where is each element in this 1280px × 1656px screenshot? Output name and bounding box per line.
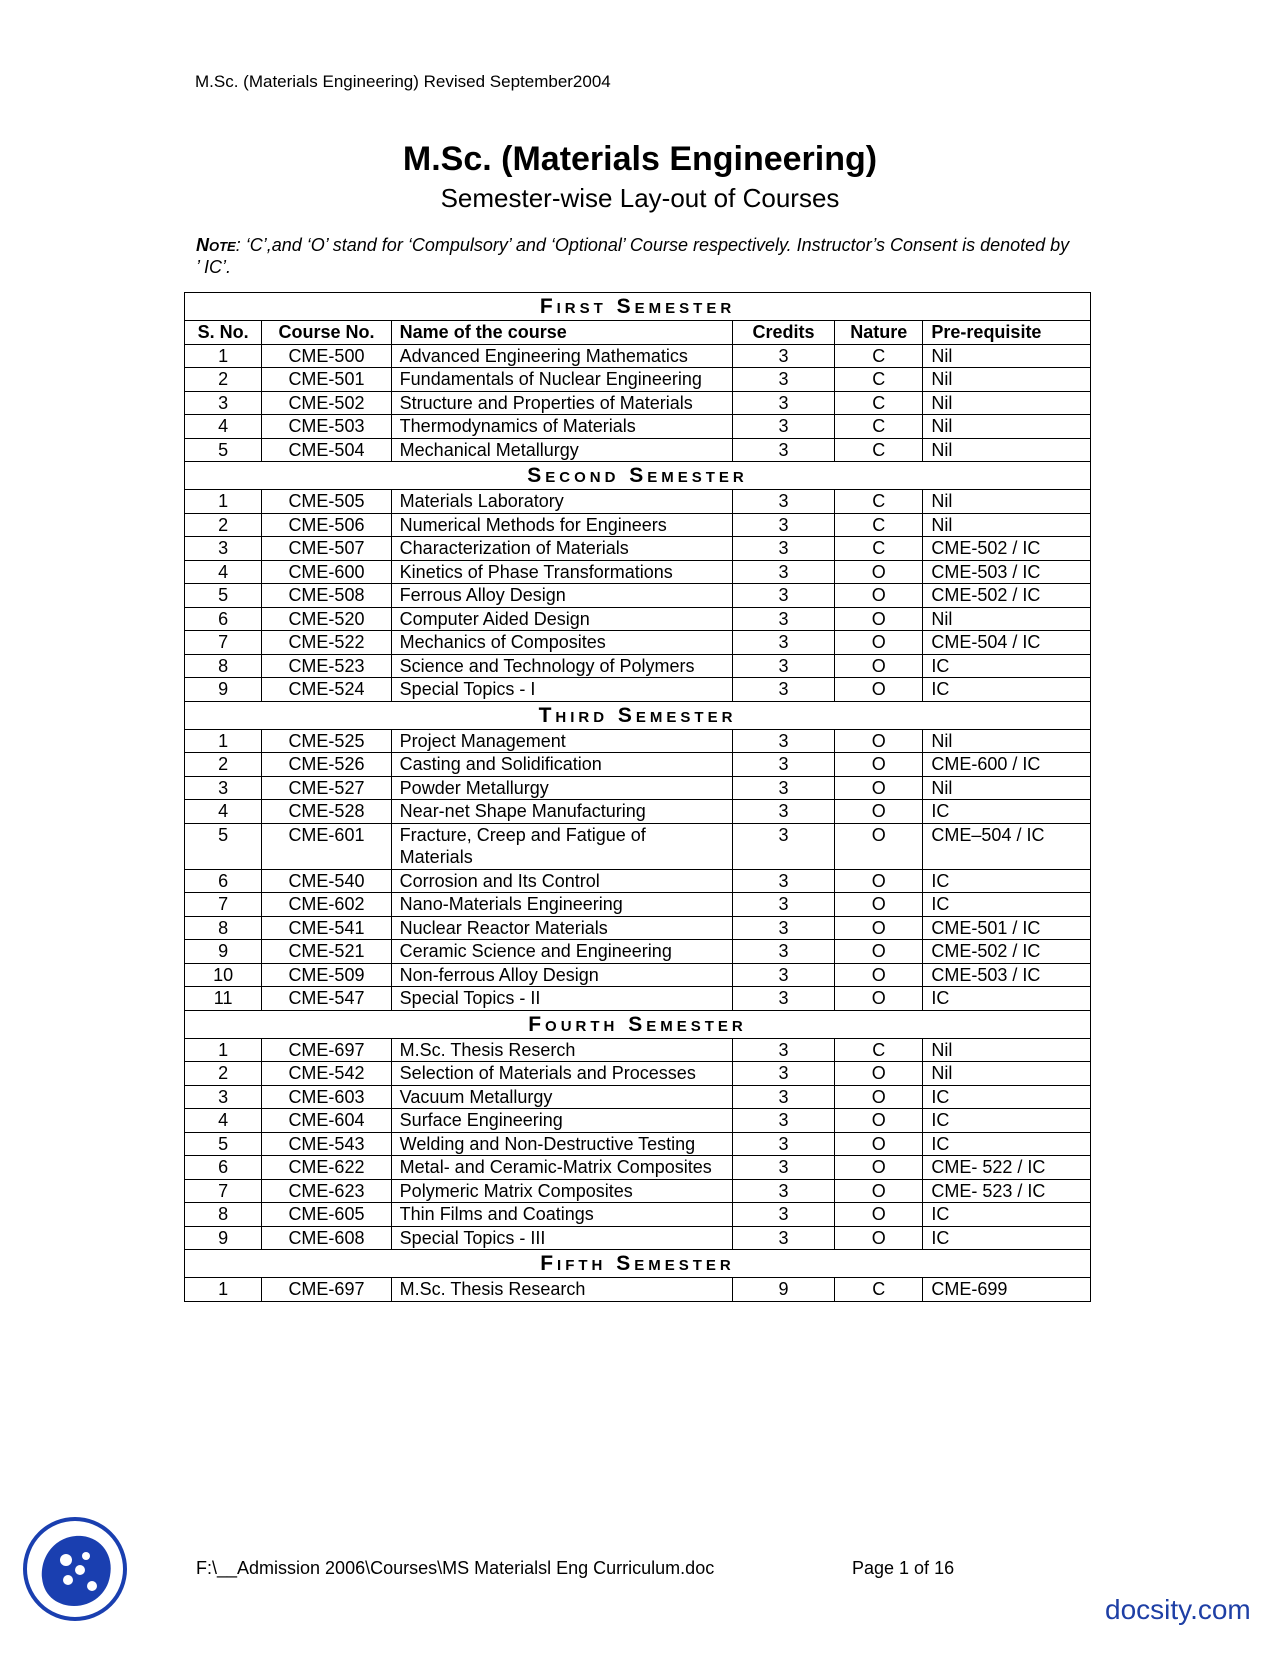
cell-course-no: CME-521 xyxy=(262,940,391,964)
cell-sno: 1 xyxy=(185,490,262,514)
cell-credits: 3 xyxy=(732,753,834,777)
semester-title: Fourth Semester xyxy=(185,1010,1091,1038)
table-row xyxy=(185,823,1091,869)
cell-sno: 11 xyxy=(185,987,262,1011)
cell-course-name: Polymeric Matrix Composites xyxy=(391,1179,732,1203)
cell-course-no: CME-603 xyxy=(262,1085,391,1109)
cell-nature: C xyxy=(835,513,923,537)
note-text: : ‘C’,and ‘O’ stand for ‘Compulsory’ and ‘Optional’ Course respectively. Instructor’s Consent is denoted by ’ IC’. xyxy=(196,235,1070,277)
cell-nature: O xyxy=(835,1132,923,1156)
cell-sno: 7 xyxy=(185,1179,262,1203)
cell-sno: 3 xyxy=(185,537,262,561)
semester-title: Second Semester xyxy=(185,462,1091,490)
cell-prerequisite: Nil xyxy=(923,729,1091,753)
cell-course-no: CME-523 xyxy=(262,654,391,678)
cell-prerequisite: Nil xyxy=(923,1062,1091,1086)
cell-prerequisite: Nil xyxy=(923,438,1091,462)
cell-sno: 2 xyxy=(185,368,262,392)
cell-prerequisite: Nil xyxy=(923,368,1091,392)
cell-credits: 3 xyxy=(732,893,834,917)
cell-course-name: Ferrous Alloy Design xyxy=(391,584,732,608)
column-header-prerequisite: Pre-requisite xyxy=(923,321,1091,345)
cell-credits: 3 xyxy=(732,513,834,537)
cell-nature: O xyxy=(835,631,923,655)
cell-nature: C xyxy=(835,1278,923,1302)
cell-sno: 4 xyxy=(185,800,262,824)
cell-course-no: CME-697 xyxy=(262,1278,391,1302)
cell-course-no: CME-604 xyxy=(262,1109,391,1133)
cell-prerequisite: CME-504 / IC xyxy=(923,631,1091,655)
cell-prerequisite: Nil xyxy=(923,1038,1091,1062)
cell-prerequisite: CME-699 xyxy=(923,1278,1091,1302)
table-row xyxy=(185,1132,1091,1156)
cell-prerequisite: Nil xyxy=(923,391,1091,415)
cell-nature: C xyxy=(835,368,923,392)
table-row xyxy=(185,940,1091,964)
cell-sno: 8 xyxy=(185,654,262,678)
page-title: M.Sc. (Materials Engineering) xyxy=(402,140,878,178)
table-row xyxy=(185,631,1091,655)
cell-prerequisite: Nil xyxy=(923,344,1091,368)
table-row xyxy=(185,368,1091,392)
cell-course-name: Numerical Methods for Engineers xyxy=(391,513,732,537)
cell-nature: O xyxy=(835,987,923,1011)
cell-nature: C xyxy=(835,1038,923,1062)
semester-heading xyxy=(185,1010,1091,1038)
cell-sno: 6 xyxy=(185,869,262,893)
cell-course-no: CME-505 xyxy=(262,490,391,514)
cell-course-name: Corrosion and Its Control xyxy=(391,869,732,893)
cell-course-name: M.Sc. Thesis Research xyxy=(391,1278,732,1302)
cell-course-no: CME-503 xyxy=(262,415,391,439)
cell-course-no: CME-605 xyxy=(262,1203,391,1227)
cell-nature: O xyxy=(835,916,923,940)
cell-sno: 4 xyxy=(185,1109,262,1133)
cell-course-name: Kinetics of Phase Transformations xyxy=(391,560,732,584)
cell-credits: 3 xyxy=(732,869,834,893)
cell-course-no: CME-608 xyxy=(262,1226,391,1250)
cell-sno: 1 xyxy=(185,344,262,368)
cell-prerequisite: IC xyxy=(923,1085,1091,1109)
cell-credits: 3 xyxy=(732,916,834,940)
table-row xyxy=(185,1156,1091,1180)
cell-prerequisite: IC xyxy=(923,1203,1091,1227)
cell-nature: O xyxy=(835,869,923,893)
cell-credits: 3 xyxy=(732,963,834,987)
cell-nature: O xyxy=(835,678,923,702)
cell-course-name: Welding and Non-Destructive Testing xyxy=(391,1132,732,1156)
table-row xyxy=(185,654,1091,678)
cell-sno: 8 xyxy=(185,916,262,940)
semester-heading xyxy=(185,293,1091,321)
cell-course-name: Mechanical Metallurgy xyxy=(391,438,732,462)
cell-prerequisite: CME-600 / IC xyxy=(923,753,1091,777)
cell-credits: 3 xyxy=(732,631,834,655)
cell-sno: 6 xyxy=(185,1156,262,1180)
cell-course-name: Science and Technology of Polymers xyxy=(391,654,732,678)
cell-course-no: CME-526 xyxy=(262,753,391,777)
cell-credits: 3 xyxy=(732,678,834,702)
cell-course-name: Structure and Properties of Materials xyxy=(391,391,732,415)
cell-prerequisite: CME-501 / IC xyxy=(923,916,1091,940)
table-row xyxy=(185,607,1091,631)
cell-sno: 7 xyxy=(185,631,262,655)
cell-sno: 3 xyxy=(185,776,262,800)
cell-nature: C xyxy=(835,490,923,514)
cell-credits: 3 xyxy=(732,823,834,869)
cell-prerequisite: Nil xyxy=(923,776,1091,800)
semester-title: First Semester xyxy=(185,293,1091,321)
cell-sno: 1 xyxy=(185,1278,262,1302)
cell-course-no: CME-506 xyxy=(262,513,391,537)
cell-nature: C xyxy=(835,344,923,368)
note-label: Note xyxy=(196,235,236,255)
cell-course-no: CME-547 xyxy=(262,987,391,1011)
cell-prerequisite: CME-503 / IC xyxy=(923,560,1091,584)
cell-credits: 3 xyxy=(732,1179,834,1203)
semester-title: Fifth Semester xyxy=(185,1250,1091,1278)
cell-course-name: Surface Engineering xyxy=(391,1109,732,1133)
cell-credits: 3 xyxy=(732,1132,834,1156)
cell-sno: 2 xyxy=(185,513,262,537)
cell-sno: 5 xyxy=(185,438,262,462)
cell-credits: 3 xyxy=(732,1062,834,1086)
cell-course-name: Thermodynamics of Materials xyxy=(391,415,732,439)
table-row xyxy=(185,1226,1091,1250)
cell-sno: 4 xyxy=(185,560,262,584)
cell-course-no: CME-527 xyxy=(262,776,391,800)
cell-sno: 7 xyxy=(185,893,262,917)
cell-nature: C xyxy=(835,391,923,415)
cell-course-no: CME-508 xyxy=(262,584,391,608)
cell-prerequisite: IC xyxy=(923,869,1091,893)
cell-prerequisite: IC xyxy=(923,1109,1091,1133)
cell-course-name: Special Topics - II xyxy=(391,987,732,1011)
cell-nature: O xyxy=(835,607,923,631)
cell-credits: 3 xyxy=(732,391,834,415)
table-row xyxy=(185,1038,1091,1062)
cell-sno: 8 xyxy=(185,1203,262,1227)
cell-course-no: CME-543 xyxy=(262,1132,391,1156)
cell-credits: 3 xyxy=(732,368,834,392)
table-row xyxy=(185,391,1091,415)
column-header-course-name: Name of the course xyxy=(391,321,732,345)
cell-course-no: CME-600 xyxy=(262,560,391,584)
cell-course-name: Nano-Materials Engineering xyxy=(391,893,732,917)
cell-course-no: CME-522 xyxy=(262,631,391,655)
cell-credits: 3 xyxy=(732,1085,834,1109)
table-row xyxy=(185,1109,1091,1133)
cell-nature: O xyxy=(835,893,923,917)
table-row xyxy=(185,560,1091,584)
semester-title: Third Semester xyxy=(185,701,1091,729)
cell-nature: O xyxy=(835,560,923,584)
cell-course-name: Non-ferrous Alloy Design xyxy=(391,963,732,987)
cell-course-no: CME-507 xyxy=(262,537,391,561)
cell-nature: O xyxy=(835,823,923,869)
table-row xyxy=(185,800,1091,824)
cell-nature: O xyxy=(835,940,923,964)
cell-nature: O xyxy=(835,654,923,678)
cell-sno: 2 xyxy=(185,1062,262,1086)
semester-heading xyxy=(185,701,1091,729)
cell-course-no: CME-697 xyxy=(262,1038,391,1062)
cell-course-name: Metal- and Ceramic-Matrix Composites xyxy=(391,1156,732,1180)
cell-course-name: M.Sc. Thesis Reserch xyxy=(391,1038,732,1062)
cell-course-no: CME-500 xyxy=(262,344,391,368)
docsity-watermark[interactable]: docsity.com xyxy=(1105,1594,1251,1625)
footer-file-path: F:\__Admission 2006\Courses\MS Materialsl Eng Curriculum.doc xyxy=(196,1558,715,1578)
semester-heading xyxy=(185,462,1091,490)
cell-credits: 3 xyxy=(732,490,834,514)
cell-nature: O xyxy=(835,584,923,608)
course-table xyxy=(184,292,1091,1302)
cell-sno: 2 xyxy=(185,753,262,777)
table-row xyxy=(185,753,1091,777)
table-row xyxy=(185,1085,1091,1109)
cell-sno: 5 xyxy=(185,584,262,608)
cell-credits: 3 xyxy=(732,1156,834,1180)
cell-credits: 3 xyxy=(732,560,834,584)
cell-prerequisite: Nil xyxy=(923,490,1091,514)
table-row xyxy=(185,1179,1091,1203)
cell-course-name: Nuclear Reactor Materials xyxy=(391,916,732,940)
cell-course-name: Powder Metallurgy xyxy=(391,776,732,800)
cell-nature: O xyxy=(835,1179,923,1203)
footer-page-number: Page 1 of 16 xyxy=(852,1558,955,1578)
cell-course-no: CME-601 xyxy=(262,823,391,869)
cell-prerequisite: CME- 522 / IC xyxy=(923,1156,1091,1180)
table-header-row xyxy=(185,321,1091,345)
cell-nature: O xyxy=(835,753,923,777)
cell-course-no: CME-542 xyxy=(262,1062,391,1086)
cell-course-no: CME-525 xyxy=(262,729,391,753)
cell-sno: 1 xyxy=(185,1038,262,1062)
table-row xyxy=(185,869,1091,893)
cell-sno: 3 xyxy=(185,391,262,415)
cell-credits: 3 xyxy=(732,1109,834,1133)
cell-course-name: Advanced Engineering Mathematics xyxy=(391,344,732,368)
cell-sno: 9 xyxy=(185,678,262,702)
table-row xyxy=(185,729,1091,753)
cell-nature: C xyxy=(835,438,923,462)
cell-nature: O xyxy=(835,1226,923,1250)
cell-course-no: CME-541 xyxy=(262,916,391,940)
cell-course-no: CME-622 xyxy=(262,1156,391,1180)
cell-course-name: Thin Films and Coatings xyxy=(391,1203,732,1227)
cell-credits: 3 xyxy=(732,415,834,439)
cell-nature: O xyxy=(835,729,923,753)
cell-course-name: Selection of Materials and Processes xyxy=(391,1062,732,1086)
cell-course-name: Mechanics of Composites xyxy=(391,631,732,655)
cell-course-name: Materials Laboratory xyxy=(391,490,732,514)
cell-course-no: CME-509 xyxy=(262,963,391,987)
table-row xyxy=(185,963,1091,987)
cell-credits: 3 xyxy=(732,1226,834,1250)
cell-credits: 3 xyxy=(732,729,834,753)
cell-nature: C xyxy=(835,537,923,561)
cell-credits: 3 xyxy=(732,654,834,678)
cell-prerequisite: CME- 523 / IC xyxy=(923,1179,1091,1203)
cell-nature: O xyxy=(835,1085,923,1109)
cell-prerequisite: CME-502 / IC xyxy=(923,537,1091,561)
cell-prerequisite: IC xyxy=(923,654,1091,678)
cell-nature: O xyxy=(835,1203,923,1227)
cell-course-name: Special Topics - III xyxy=(391,1226,732,1250)
table-row xyxy=(185,438,1091,462)
table-row xyxy=(185,513,1091,537)
cell-credits: 3 xyxy=(732,1203,834,1227)
cell-prerequisite: IC xyxy=(923,1132,1091,1156)
cell-credits: 3 xyxy=(732,584,834,608)
cell-course-name: Ceramic Science and Engineering xyxy=(391,940,732,964)
cell-credits: 3 xyxy=(732,987,834,1011)
cell-prerequisite: IC xyxy=(923,1226,1091,1250)
table-row xyxy=(185,415,1091,439)
note xyxy=(196,234,1076,278)
cell-credits: 3 xyxy=(732,537,834,561)
cell-course-name: Computer Aided Design xyxy=(391,607,732,631)
cell-nature: O xyxy=(835,1109,923,1133)
cell-course-name: Project Management xyxy=(391,729,732,753)
cell-sno: 1 xyxy=(185,729,262,753)
cell-prerequisite: CME-503 / IC xyxy=(923,963,1091,987)
running-header: M.Sc. (Materials Engineering) Revised September2004 xyxy=(195,72,611,91)
table-row xyxy=(185,344,1091,368)
cell-course-no: CME-501 xyxy=(262,368,391,392)
cell-course-name: Fundamentals of Nuclear Engineering xyxy=(391,368,732,392)
cell-nature: O xyxy=(835,1062,923,1086)
cell-course-no: CME-524 xyxy=(262,678,391,702)
table-row xyxy=(185,1062,1091,1086)
cell-sno: 9 xyxy=(185,1226,262,1250)
cell-nature: O xyxy=(835,1156,923,1180)
cell-nature: O xyxy=(835,800,923,824)
cell-course-no: CME-528 xyxy=(262,800,391,824)
cell-course-name: Special Topics - I xyxy=(391,678,732,702)
cell-sno: 9 xyxy=(185,940,262,964)
cell-credits: 3 xyxy=(732,607,834,631)
column-header-course-no: Course No. xyxy=(262,321,391,345)
cell-course-no: CME-502 xyxy=(262,391,391,415)
docsity-logo-icon xyxy=(22,1516,128,1622)
cell-credits: 3 xyxy=(732,344,834,368)
cell-prerequisite: IC xyxy=(923,893,1091,917)
cell-course-name: Near-net Shape Manufacturing xyxy=(391,800,732,824)
table-row xyxy=(185,1278,1091,1302)
cell-course-no: CME-504 xyxy=(262,438,391,462)
cell-course-name: Casting and Solidification xyxy=(391,753,732,777)
cell-sno: 4 xyxy=(185,415,262,439)
cell-credits: 3 xyxy=(732,776,834,800)
cell-sno: 5 xyxy=(185,1132,262,1156)
cell-prerequisite: Nil xyxy=(923,607,1091,631)
cell-nature: O xyxy=(835,776,923,800)
cell-prerequisite: Nil xyxy=(923,415,1091,439)
table-row xyxy=(185,490,1091,514)
cell-prerequisite: IC xyxy=(923,800,1091,824)
column-header-nature: Nature xyxy=(835,321,923,345)
cell-credits: 9 xyxy=(732,1278,834,1302)
cell-sno: 10 xyxy=(185,963,262,987)
cell-prerequisite: CME–504 / IC xyxy=(923,823,1091,869)
table-row xyxy=(185,584,1091,608)
table-row xyxy=(185,776,1091,800)
cell-credits: 3 xyxy=(732,940,834,964)
column-header-credits: Credits xyxy=(732,321,834,345)
cell-prerequisite: CME-502 / IC xyxy=(923,940,1091,964)
cell-nature: O xyxy=(835,963,923,987)
cell-credits: 3 xyxy=(732,1038,834,1062)
cell-prerequisite: Nil xyxy=(923,513,1091,537)
cell-course-name: Fracture, Creep and Fatigue of Materials xyxy=(391,823,732,869)
cell-sno: 3 xyxy=(185,1085,262,1109)
cell-prerequisite: IC xyxy=(923,987,1091,1011)
cell-prerequisite: CME-502 / IC xyxy=(923,584,1091,608)
cell-course-name: Characterization of Materials xyxy=(391,537,732,561)
table-row xyxy=(185,893,1091,917)
cell-prerequisite: IC xyxy=(923,678,1091,702)
cell-sno: 6 xyxy=(185,607,262,631)
cell-course-no: CME-520 xyxy=(262,607,391,631)
cell-course-no: CME-540 xyxy=(262,869,391,893)
table-row xyxy=(185,537,1091,561)
column-header-sno: S. No. xyxy=(185,321,262,345)
table-row xyxy=(185,987,1091,1011)
cell-credits: 3 xyxy=(732,800,834,824)
table-row xyxy=(185,916,1091,940)
cell-course-no: CME-623 xyxy=(262,1179,391,1203)
cell-credits: 3 xyxy=(732,438,834,462)
table-row xyxy=(185,1203,1091,1227)
cell-course-no: CME-602 xyxy=(262,893,391,917)
cell-nature: C xyxy=(835,415,923,439)
page-subtitle: Semester-wise Lay-out of Courses xyxy=(440,183,840,213)
table-row xyxy=(185,678,1091,702)
cell-course-name: Vacuum Metallurgy xyxy=(391,1085,732,1109)
cell-sno: 5 xyxy=(185,823,262,869)
semester-heading xyxy=(185,1250,1091,1278)
